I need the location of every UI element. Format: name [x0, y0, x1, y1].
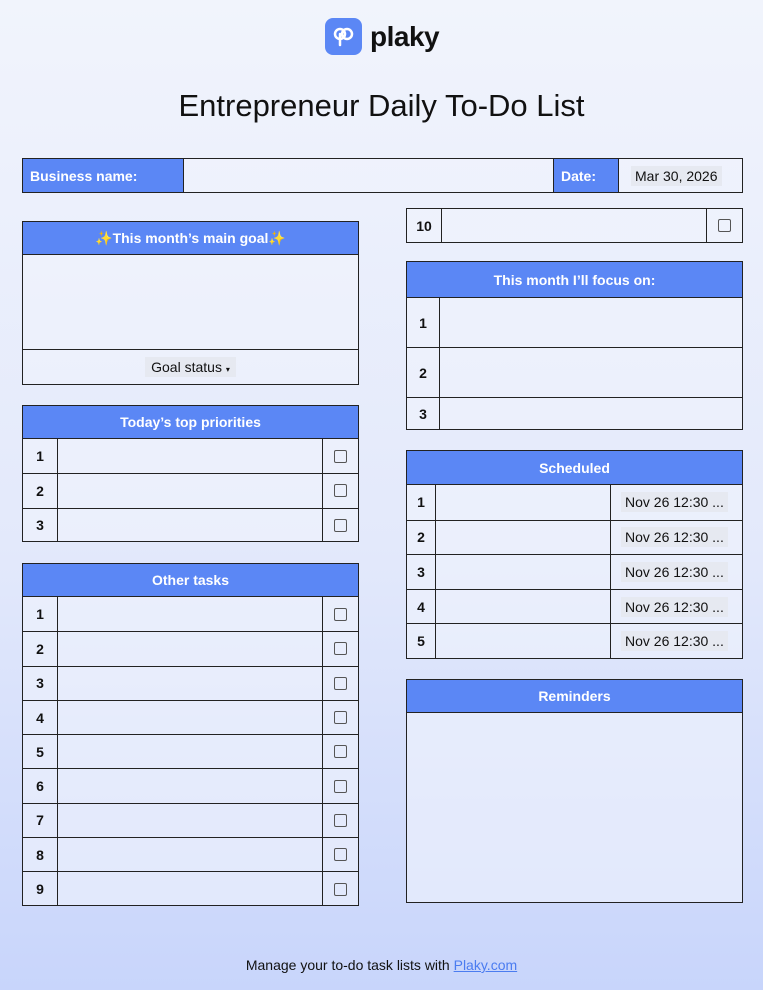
scheduled-header: Scheduled: [407, 451, 742, 485]
row-number: 3: [23, 509, 58, 542]
table-row: [407, 520, 742, 555]
row-number: 4: [407, 590, 436, 624]
other-tasks-header: Other tasks: [23, 564, 358, 597]
checkbox[interactable]: [322, 632, 358, 665]
scheduled-task-input[interactable]: [436, 555, 610, 589]
scheduled-date: Nov 26 12:30 ...: [621, 597, 728, 617]
goal-status-label: Goal status: [151, 359, 222, 375]
task-input[interactable]: [58, 769, 322, 802]
list-item: [23, 473, 358, 507]
scheduled-date-field[interactable]: [610, 485, 742, 520]
row-number: 9: [23, 872, 58, 905]
main-goal-input[interactable]: [23, 255, 358, 350]
checkbox-icon: [334, 519, 347, 532]
row-number: 5: [407, 624, 436, 658]
checkbox-icon: [334, 642, 347, 655]
checkbox-icon: [334, 814, 347, 827]
date-label: Date:: [553, 159, 619, 192]
row-number: 7: [23, 804, 58, 837]
row-number: 5: [23, 735, 58, 768]
checkbox-icon: [334, 484, 347, 497]
main-goal-section: [22, 221, 359, 385]
task-row-10: [406, 208, 743, 243]
brand-name: plaky: [370, 20, 440, 52]
task-input[interactable]: [58, 509, 322, 542]
list-item: [23, 597, 358, 631]
table-row: [407, 554, 742, 589]
scheduled-date: Nov 26 12:30 ...: [621, 631, 728, 651]
page-title: Entrepreneur Daily To-Do List: [178, 88, 585, 123]
list-item: [23, 700, 358, 734]
checkbox-icon: [334, 883, 347, 896]
task-input[interactable]: [58, 735, 322, 768]
row-number: 8: [23, 838, 58, 871]
checkbox[interactable]: [322, 667, 358, 700]
checkbox-icon: [334, 780, 347, 793]
checkbox-icon: [718, 219, 731, 232]
footer: [0, 957, 763, 973]
list-item: [23, 666, 358, 700]
checkbox-icon: [334, 450, 347, 463]
list-item: [23, 734, 358, 768]
checkbox[interactable]: [322, 872, 358, 905]
task-input[interactable]: [58, 872, 322, 905]
scheduled-date-field[interactable]: [610, 624, 742, 658]
checkbox[interactable]: [706, 209, 742, 242]
plaky-logo: [325, 18, 439, 55]
list-item: [407, 347, 742, 397]
checkbox[interactable]: [322, 804, 358, 837]
checkbox[interactable]: [322, 701, 358, 734]
checkbox-icon: [334, 608, 347, 621]
scheduled-date-field[interactable]: [610, 555, 742, 589]
footer-text: Manage your to-do task lists with: [245, 957, 454, 973]
reminders-header: Reminders: [407, 680, 742, 713]
chevron-down-icon: ▾: [225, 365, 230, 374]
list-item: [23, 631, 358, 665]
scheduled-section: [406, 450, 743, 659]
reminders-input[interactable]: [407, 713, 742, 902]
row-number: 4: [23, 701, 58, 734]
goal-status-dropdown[interactable]: [145, 357, 236, 377]
plaky-logo-icon: [325, 18, 362, 55]
row-number: 2: [407, 521, 436, 555]
scheduled-task-input[interactable]: [436, 624, 610, 658]
row-number: 2: [23, 474, 58, 507]
checkbox[interactable]: [322, 838, 358, 871]
business-name-label: Business name:: [23, 159, 184, 192]
table-row: [407, 623, 742, 658]
date-field[interactable]: [619, 159, 742, 192]
date-value: Mar 30, 2026: [631, 166, 722, 186]
focus-input[interactable]: [440, 398, 742, 430]
scheduled-task-input[interactable]: [436, 590, 610, 624]
scheduled-date: Nov 26 12:30 ...: [621, 562, 728, 582]
scheduled-date-field[interactable]: [610, 590, 742, 624]
list-item: [23, 837, 358, 871]
row-number: 1: [407, 298, 440, 347]
focus-input[interactable]: [440, 348, 742, 397]
focus-header: This month I’ll focus on:: [407, 262, 742, 298]
scheduled-task-input[interactable]: [436, 521, 610, 555]
task-input[interactable]: [442, 209, 706, 242]
checkbox[interactable]: [322, 474, 358, 507]
list-item: [23, 508, 358, 542]
row-number: 6: [23, 769, 58, 802]
list-item: [23, 871, 358, 905]
row-number: 1: [23, 439, 58, 473]
row-number: 2: [23, 632, 58, 665]
other-tasks-section: [22, 563, 359, 906]
row-number: 2: [407, 348, 440, 397]
task-input[interactable]: [58, 597, 322, 631]
scheduled-date: Nov 26 12:30 ...: [621, 492, 728, 512]
list-item: [23, 439, 358, 473]
list-item: [407, 397, 742, 430]
task-input[interactable]: [58, 701, 322, 734]
main-goal-header: ✨This month’s main goal✨: [23, 222, 358, 255]
checkbox[interactable]: [322, 735, 358, 768]
row-number: 3: [23, 667, 58, 700]
scheduled-task-input[interactable]: [436, 485, 610, 520]
row-number: 3: [407, 398, 440, 430]
table-row: [407, 485, 742, 520]
task-input[interactable]: [58, 632, 322, 665]
table-row: [407, 589, 742, 624]
row-number: 3: [407, 555, 436, 589]
task-input[interactable]: [58, 474, 322, 507]
checkbox-icon: [334, 677, 347, 690]
business-name-input[interactable]: [184, 159, 553, 192]
top-priorities-section: [22, 405, 359, 542]
task-input[interactable]: [58, 838, 322, 871]
checkbox-icon: [334, 711, 347, 724]
reminders-section: [406, 679, 743, 903]
row-number: 1: [407, 485, 436, 520]
list-item: [23, 803, 358, 837]
checkbox-icon: [334, 745, 347, 758]
task-input[interactable]: [58, 804, 322, 837]
list-item: [407, 298, 742, 347]
row-number: 1: [23, 597, 58, 631]
checkbox[interactable]: [322, 439, 358, 473]
checkbox-icon: [334, 848, 347, 861]
checkbox[interactable]: [322, 509, 358, 542]
task-input[interactable]: [58, 439, 322, 473]
scheduled-date: Nov 26 12:30 ...: [621, 527, 728, 547]
task-input[interactable]: [58, 667, 322, 700]
checkbox[interactable]: [322, 597, 358, 631]
list-item: [23, 768, 358, 802]
plaky-link[interactable]: Plaky.com: [453, 957, 518, 973]
focus-input[interactable]: [440, 298, 742, 347]
row-number: 10: [407, 209, 442, 242]
scheduled-date-field[interactable]: [610, 521, 742, 555]
focus-section: [406, 261, 743, 430]
business-info-row: [22, 158, 743, 193]
checkbox[interactable]: [322, 769, 358, 802]
top-priorities-header: Today’s top priorities: [23, 406, 358, 439]
